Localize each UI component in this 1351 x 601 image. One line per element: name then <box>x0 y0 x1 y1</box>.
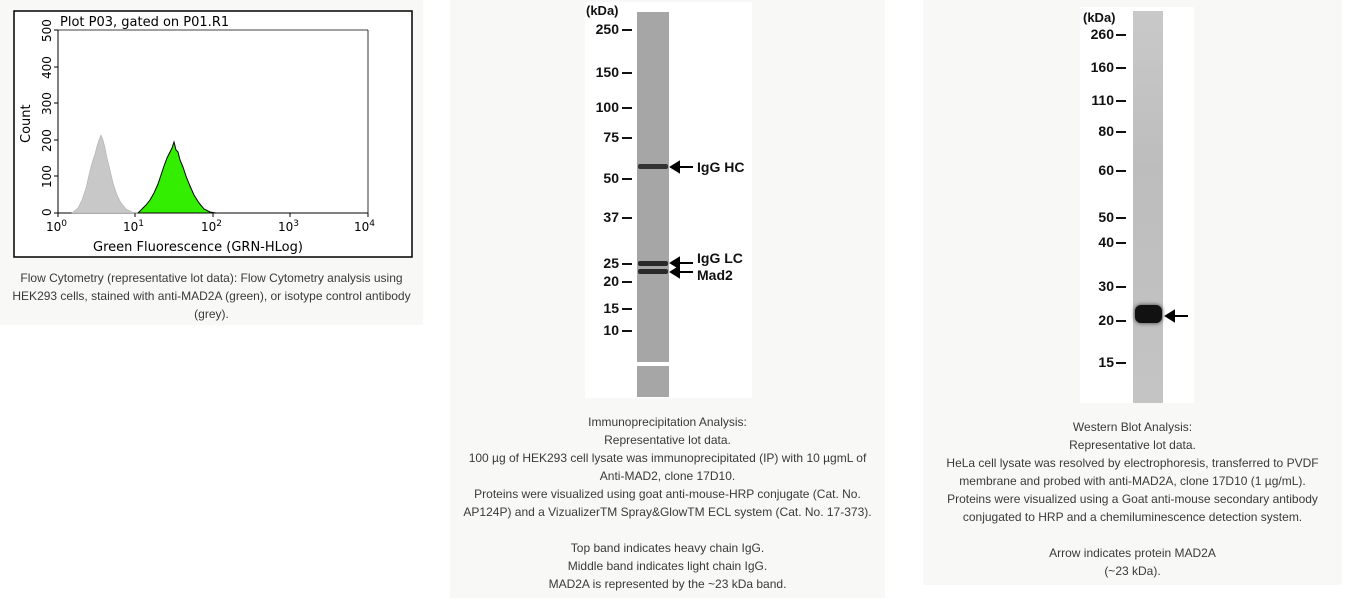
mw-marker: 100 <box>595 99 619 115</box>
svg-text:100: $10^0$ <box>46 219 68 234</box>
x-tick-label: 10 <box>278 220 294 234</box>
svg-text:104: $10^4$ <box>354 219 376 234</box>
y-tick-label: 500 <box>40 19 54 42</box>
igg-lc-label: IgG LC <box>697 250 743 266</box>
mw-marker: 80 <box>1098 123 1114 139</box>
wb-caption: Western Blot Analysis: Representative lot data. HeLa cell lysate was resolved by electrophoresis, transferred to PVDF membrane and probed with anti-MAD2A, clone 17D10 (1 µg/mL). Proteins were visualized using a Goat anti-mouse secondary antibody conjugated to HRP and a chemiluminescence detection system. Arrow indicates protein MAD2A (~23 kDa). <box>946 420 1319 578</box>
svg-text:103: $10^3$ <box>278 219 300 234</box>
ip-panel <box>450 0 885 598</box>
mw-marker: 30 <box>1098 278 1114 294</box>
y-tick-label: 400 <box>40 56 54 79</box>
mw-marker: 20 <box>1098 312 1114 328</box>
igg-hc-label: IgG HC <box>697 159 745 175</box>
x-tick-label: 10 <box>354 220 370 234</box>
ip-caption: Immunoprecipitation Analysis: Representative lot data. 100 µg of HEK293 cell lysate was immunoprecipitated (IP) with 10 µgmL of Anti-MAD2, clone 17D10. Proteins were visualized using goat anti-mouse-HRP conjugate (Cat. No. AP124P) and a VizualizerTM Spray&GlowTM ECL system (Cat. No. 17-373). Top band indicates heavy chain IgG. Middle band indicates light chain IgG. MAD2A is represented by the ~23 kDa band. <box>463 415 872 591</box>
mw-marker: 40 <box>1098 234 1114 250</box>
y-tick-label: 0 <box>40 208 54 216</box>
mw-marker: 15 <box>603 300 619 316</box>
mw-marker: 25 <box>603 255 619 271</box>
mw-marker: 260 <box>1090 26 1114 42</box>
x-axis-label: Green Fluorescence (GRN-HLog) <box>93 240 303 255</box>
plot-title: Plot P03, gated on P01.R1 <box>60 15 230 30</box>
flow-cytometry-histogram <box>0 0 423 265</box>
kda-label: (kDa) <box>586 3 619 18</box>
mw-marker: 20 <box>603 273 619 289</box>
mw-marker: 150 <box>595 64 619 80</box>
arrow-icon <box>671 162 693 277</box>
y-tick-label: 100 <box>40 165 54 188</box>
ip-arrows <box>585 2 752 398</box>
arrow-icon <box>1166 311 1188 321</box>
svg-text:101: $10^1$ <box>123 219 145 234</box>
wb-blot-image <box>1080 7 1194 403</box>
mw-marker: 37 <box>603 209 619 225</box>
mw-marker: 50 <box>603 170 619 186</box>
x-tick-label: 10 <box>201 220 217 234</box>
mw-marker: 110 <box>1091 92 1114 108</box>
svg-text:102: $10^2$ <box>201 219 223 234</box>
mw-marker: 50 <box>1098 209 1114 225</box>
ip-blot-image <box>585 2 752 398</box>
mw-marker: 60 <box>1098 162 1114 178</box>
x-tick-label: 10 <box>46 220 62 234</box>
x-tick-label: 10 <box>123 220 139 234</box>
flow-caption: Flow Cytometry (representative lot data): Flow Cytometry analysis using HEK293 cells, stained with anti-MAD2A (green), or isotype control antibody (grey). <box>12 271 411 321</box>
y-axis-label: Count <box>19 104 34 143</box>
y-tick-label: 200 <box>40 129 54 152</box>
mw-marker: 10 <box>603 322 619 338</box>
y-tick-label: 300 <box>40 92 54 115</box>
mw-marker: 250 <box>595 21 619 37</box>
mad2-label: Mad2 <box>697 267 733 283</box>
mw-marker: 160 <box>1090 59 1114 75</box>
mw-marker: 15 <box>1098 354 1114 370</box>
wb-panel <box>923 0 1342 585</box>
wb-arrow <box>1080 7 1194 403</box>
mw-marker: 75 <box>603 129 619 145</box>
flow-cytometry-panel <box>0 0 423 325</box>
kda-label: (kDa) <box>1083 10 1116 25</box>
